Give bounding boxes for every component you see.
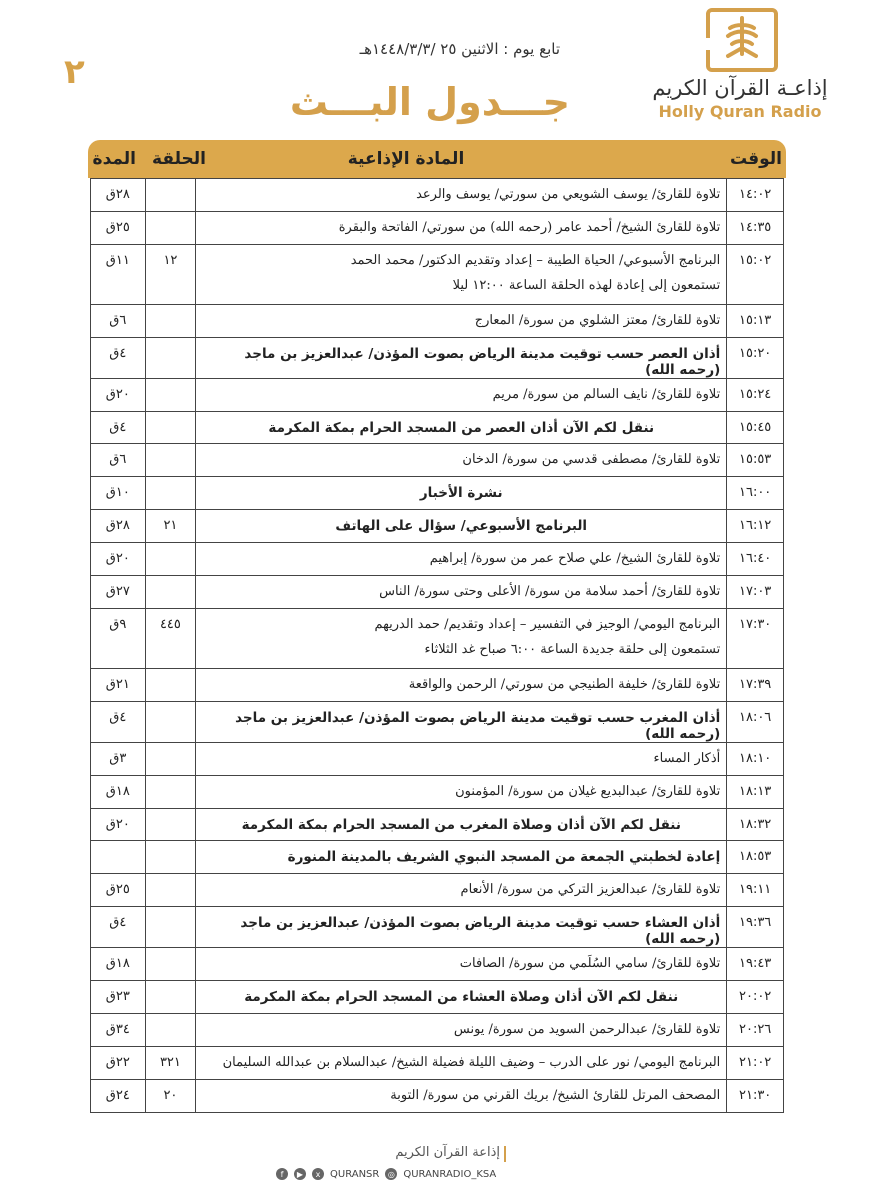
row-program (196, 211, 727, 244)
footer-social-bar (276, 1166, 606, 1182)
page-number: ٢ (64, 52, 85, 92)
x-icon[interactable]: x (312, 1168, 324, 1180)
row-program-text: ننقل لكم الآن أذان العصر من المسجد الحرام بمكة المكرمة (268, 419, 655, 436)
row-time: ١٥:٤٥ (727, 411, 784, 444)
row-duration: ٦ق (91, 444, 146, 477)
schedule-row (91, 1046, 784, 1079)
row-episode (145, 808, 196, 841)
row-program (196, 304, 727, 337)
row-duration: ١١ق (91, 244, 146, 304)
row-duration: ٢٠ق (91, 378, 146, 411)
schedule-row (91, 179, 784, 212)
row-time: ١٨:١٠ (727, 742, 784, 775)
schedule-row (91, 510, 784, 543)
row-time: ١٧:٣٠ (727, 608, 784, 668)
row-program (196, 510, 727, 543)
row-episode (145, 477, 196, 510)
schedule-row (91, 304, 784, 337)
row-duration: ٢٥ق (91, 874, 146, 907)
row-program-text: البرنامج اليومي/ نور على الدرب – وضيف الليلة فضيلة الشيخ/ عبدالسلام بن عبدالله السليمان (222, 1054, 721, 1070)
row-duration: ٢٥ق (91, 211, 146, 244)
row-program-text: البرنامج الأسبوعي/ سؤال على الهاتف (335, 518, 588, 535)
row-time: ١٨:٠٦ (727, 701, 784, 742)
row-program (196, 1014, 727, 1047)
row-program-text: تلاوة للقارئ/ أحمد سلامة من سورة/ الأعلى وحتى سورة/ الناس (379, 584, 721, 600)
row-episode (145, 948, 196, 981)
row-program-text: البرنامج الأسبوعي/ الحياة الطيبة – إعداد وتقديم الدكتور/ محمد الحمد (350, 252, 721, 268)
row-duration: ٢٠ق (91, 543, 146, 576)
table-header (88, 140, 786, 178)
row-program-text: أذان العصر حسب توقيت مدينة الرياض بصوت المؤذن/ عبدالعزيز بن ماجد (رحمه الله) (244, 345, 721, 378)
row-program (196, 608, 727, 668)
row-episode (145, 1014, 196, 1047)
row-program (196, 179, 727, 212)
row-program (196, 378, 727, 411)
row-program-text: تلاوة للقارئ/ عبدالعزيز التركي من سورة/ الأنعام (460, 882, 721, 898)
row-episode: ٢٠ (145, 1079, 196, 1112)
row-program (196, 841, 727, 874)
row-duration: ١٨ق (91, 948, 146, 981)
schedule-title: جـــدول البـــث (289, 80, 570, 124)
row-time: ١٦:٤٠ (727, 543, 784, 576)
row-episode (145, 775, 196, 808)
row-time: ١٥:٥٣ (727, 444, 784, 477)
schedule-row (91, 211, 784, 244)
row-time: ١٦:١٢ (727, 510, 784, 543)
row-episode (145, 701, 196, 742)
row-episode: ٤٤٥ (145, 608, 196, 668)
row-duration: ٢٠ق (91, 808, 146, 841)
radio-logo-icon (706, 8, 778, 72)
row-program (196, 244, 727, 304)
row-program (196, 948, 727, 981)
schedule-row (91, 1079, 784, 1112)
row-program (196, 742, 727, 775)
row-program (196, 668, 727, 701)
row-program-text: تلاوة للقارئ/ معتز الشلوي من سورة/ المعارج (474, 312, 721, 328)
row-duration: ٣ق (91, 742, 146, 775)
row-episode (145, 337, 196, 378)
row-time: ٢١:٠٢ (727, 1046, 784, 1079)
logo-english-name: Holly Quran Radio (658, 102, 822, 121)
row-time: ١٧:٣٩ (727, 668, 784, 701)
row-duration: ٢٨ق (91, 510, 146, 543)
row-episode (145, 576, 196, 609)
row-time: ١٧:٠٣ (727, 576, 784, 609)
row-program (196, 576, 727, 609)
row-time: ١٥:٠٢ (727, 244, 784, 304)
row-program (196, 337, 727, 378)
row-episode (145, 543, 196, 576)
row-duration: ١٠ق (91, 477, 146, 510)
schedule-row (91, 411, 784, 444)
row-time: ١٦:٠٠ (727, 477, 784, 510)
row-time: ١٥:٢٤ (727, 378, 784, 411)
row-duration: ١٨ق (91, 775, 146, 808)
row-program (196, 411, 727, 444)
schedule-row (91, 477, 784, 510)
date-line: تابع يوم : الاثنين ٢٥ /١٤٤٨/٣/٣هـ (359, 40, 560, 58)
row-episode (145, 742, 196, 775)
row-episode (145, 874, 196, 907)
schedule-table (90, 178, 784, 1113)
row-program-text: أذان المغرب حسب توقيت مدينة الرياض بصوت المؤذن/ عبدالعزيز بن ماجد (رحمه الله) (235, 709, 721, 742)
row-episode (145, 411, 196, 444)
row-program-note: تستمعون إلى إعادة لهذه الحلقة الساعة ١٢:٠٠ ليلا (452, 277, 721, 293)
row-program-text: نشرة الأخبار (419, 485, 503, 502)
schedule-row (91, 576, 784, 609)
row-program (196, 543, 727, 576)
row-episode: ١٢ (145, 244, 196, 304)
row-episode (145, 668, 196, 701)
schedule-row (91, 981, 784, 1014)
schedule-row (91, 1014, 784, 1047)
row-program-text: تلاوة للقارئ/ عبدالبديع غيلان من سورة/ المؤمنون (455, 783, 721, 799)
schedule-row (91, 608, 784, 668)
row-duration: ٣٤ق (91, 1014, 146, 1047)
row-time: ١٥:١٣ (727, 304, 784, 337)
row-program (196, 775, 727, 808)
row-program-note: تستمعون إلى حلقة جديدة الساعة ٦:٠٠ صباح غد الثلاثاء (424, 641, 721, 657)
row-episode (145, 907, 196, 948)
row-episode (145, 211, 196, 244)
row-time: ١٩:١١ (727, 874, 784, 907)
schedule-row (91, 742, 784, 775)
column-header-episode: الحلقة (152, 149, 206, 169)
row-time: ١٤:٣٥ (727, 211, 784, 244)
row-program-text: أذان العشاء حسب توقيت مدينة الرياض بصوت المؤذن/ عبدالعزيز بن ماجد (رحمه الله) (240, 915, 721, 948)
row-program-text: تلاوة للقارئ الشيخ/ علي صلاح عمر من سورة/ إبراهيم (429, 551, 721, 567)
row-program (196, 444, 727, 477)
row-time: ١٨:٣٢ (727, 808, 784, 841)
row-episode (145, 179, 196, 212)
schedule-row (91, 841, 784, 874)
row-duration: ٢٧ق (91, 576, 146, 609)
row-program-text: تلاوة للقارئ/ يوسف الشويعي من سورتي/ يوسف والرعد (416, 187, 721, 202)
row-program-text: البرنامج اليومي/ الوجيز في التفسير – إعداد وتقديم/ حمد الدريهم (374, 616, 721, 632)
row-program-text: تلاوة للقارئ/ عبدالرحمن السويد من سورة/ يونس (453, 1022, 721, 1038)
row-time: ١٤:٠٢ (727, 179, 784, 212)
row-duration: ٤ق (91, 411, 146, 444)
row-duration: ٢١ق (91, 668, 146, 701)
schedule-row (91, 378, 784, 411)
schedule-row (91, 444, 784, 477)
schedule-row (91, 543, 784, 576)
row-program-text: تلاوة للقارئ/ مصطفى قدسي من سورة/ الدخان (462, 452, 721, 468)
row-duration: ٤ق (91, 907, 146, 948)
row-duration: ٩ق (91, 608, 146, 668)
row-duration (91, 841, 146, 874)
row-program-text: ننقل لكم الآن أذان وصلاة المغرب من المسجد الحرام بمكة المكرمة (241, 816, 681, 833)
social-handle-1[interactable]: QURANSR (330, 1168, 380, 1180)
row-program (196, 981, 727, 1014)
schedule-row (91, 668, 784, 701)
schedule-row (91, 948, 784, 981)
row-program (196, 1079, 727, 1112)
schedule-row (91, 808, 784, 841)
row-duration: ٦ق (91, 304, 146, 337)
row-episode: ٢١ (145, 510, 196, 543)
row-program (196, 874, 727, 907)
row-time: ١٩:٤٣ (727, 948, 784, 981)
row-program-text: تلاوة للقارئ/ سامي السُلَمي من سورة/ الصافات (459, 956, 721, 972)
footer-name: إذاعة القرآن الكريم (395, 1145, 500, 1160)
schedule-row (91, 244, 784, 304)
social-handle-2[interactable]: QURANRADIO_KSA (403, 1168, 497, 1180)
row-program-text: أذكار المساء (653, 750, 721, 766)
row-program-text: المصحف المرتل للقارئ الشيخ/ بريك القرني من سورة/ التوبة (390, 1087, 721, 1103)
row-duration: ٢٤ق (91, 1079, 146, 1112)
row-duration: ٢٣ق (91, 981, 146, 1014)
row-program-text: تلاوة للقارئ الشيخ/ أحمد عامر (رحمه الله) من سورتي/ الفاتحة والبقرة (338, 219, 721, 235)
column-header-time: الوقت (730, 149, 782, 169)
row-program (196, 701, 727, 742)
instagram-icon[interactable]: ◎ (385, 1168, 397, 1180)
row-episode (145, 981, 196, 1014)
row-time: ٢٠:٠٢ (727, 981, 784, 1014)
row-program-text: إعادة لخطبتي الجمعة من المسجد النبوي الشريف بالمدينة المنورة (287, 849, 721, 866)
row-program-text: تلاوة للقارئ/ نايف السالم من سورة/ مريم (492, 386, 721, 402)
logo-arabic-name: إذاعـة القرآن الكريم (652, 76, 828, 100)
row-program (196, 1046, 727, 1079)
footer-divider (504, 1146, 506, 1162)
row-time: ٢١:٣٠ (727, 1079, 784, 1112)
row-time: ١٨:٥٣ (727, 841, 784, 874)
row-time: ١٨:١٣ (727, 775, 784, 808)
row-duration: ٤ق (91, 337, 146, 378)
youtube-icon[interactable]: ▶ (294, 1168, 306, 1180)
schedule-row (91, 775, 784, 808)
row-program (196, 808, 727, 841)
schedule-row (91, 701, 784, 742)
row-time: ٢٠:٢٦ (727, 1014, 784, 1047)
row-duration: ٢٢ق (91, 1046, 146, 1079)
row-time: ١٥:٢٠ (727, 337, 784, 378)
row-episode: ٣٢١ (145, 1046, 196, 1079)
facebook-icon[interactable]: f (276, 1168, 288, 1180)
schedule-row (91, 874, 784, 907)
row-duration: ٢٨ق (91, 179, 146, 212)
row-program-text: تلاوة للقارئ/ خليفة الطنيجي من سورتي/ الرحمن والواقعة (408, 676, 721, 692)
column-header-duration: المدة (92, 149, 136, 169)
schedule-row (91, 907, 784, 948)
row-program (196, 477, 727, 510)
row-episode (145, 378, 196, 411)
row-program-text: ننقل لكم الآن أذان وصلاة العشاء من المسجد الحرام بمكة المكرمة (244, 989, 679, 1006)
row-episode (145, 304, 196, 337)
column-header-program: المادة الإذاعية (347, 149, 465, 169)
schedule-row (91, 337, 784, 378)
row-episode (145, 841, 196, 874)
row-time: ١٩:٣٦ (727, 907, 784, 948)
row-program (196, 907, 727, 948)
row-episode (145, 444, 196, 477)
row-duration: ٤ق (91, 701, 146, 742)
